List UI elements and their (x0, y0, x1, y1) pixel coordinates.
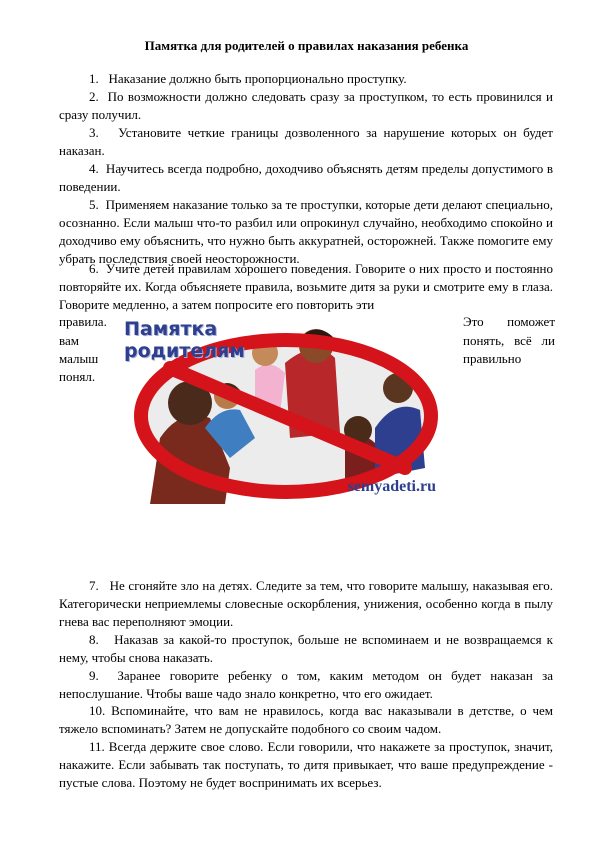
list-item-10: 10. Вспоминайте, что вам не нравилось, когда вас наказывали в детстве, о чем тяжело вспоминать? Затем не допускайте подобного со своим чадом. (59, 703, 553, 736)
item6-wrap-left-1: правила. (59, 314, 107, 329)
illustration-heading: Памятка родителям (124, 318, 245, 362)
list-item-2: 2. По возможности должно следовать сразу за проступком, то есть провинился и сразу получил. (59, 89, 553, 122)
list-item-3: 3. Установите четкие границы дозволенного за нарушение которых он будет наказан. (59, 125, 553, 158)
item6-wrap-left-2: вам (59, 333, 79, 348)
list-item-4: 4. Научитесь всегда подробно, доходчиво объяснять детям пределы допустимого в поведении. (59, 161, 553, 194)
illustration (120, 318, 452, 504)
list-item-5: 5. Применяем наказание только за те проступки, которые дети делают специально, осознанно. Если малыш что-то разбил или опрокинул случайно, необходимо спокойно и доходчиво ему объяснить, что нужно быть аккуратней, осторожней. Также помогите ему убрать последствия своей неосторожности. (59, 197, 553, 266)
item6-wrap-right-1: Это поможет (463, 314, 555, 329)
item6-wrap-right-2: понять, всё ли (463, 333, 555, 348)
list-item-9: 9. Заранее говорите ребенку о том, каким методом он будет наказан за непослушание. Чтобы ваше чадо знало конкретно, что его ожидает. (59, 668, 553, 701)
list-item-7: 7. Не сгоняйте зло на детях. Следите за тем, что говорите малышу, наказывая его. Категорически неприемлемы словесные оскорбления, унижения, особенно когда в пылу гнева вас переполняют эмоции. (59, 578, 553, 629)
item6-wrap-left-3: малыш (59, 351, 99, 366)
list-item-8: 8. Наказав за какой-то проступок, больше не вспоминаем и не возвращаемся к нему, чтобы снова наказать. (59, 632, 553, 665)
item6-wrap-left-4: понял. (59, 369, 96, 384)
list-item-11: 11. Всегда держите свое слово. Если говорили, что накажете за проступок, значит, накажите. Если забывать так поступать, то дитя привыкает, что ваше предупреждение - пустые слова. Поэтому не будет воспринимать их всерьез. (59, 739, 553, 790)
item6-wrap-right-3: правильно (463, 351, 522, 366)
list-item-1: 1. Наказание должно быть пропорционально проступку. (89, 71, 407, 86)
page-title: Памятка для родителей о правилах наказания ребенка (144, 38, 469, 53)
watermark: semyadeti.ru (347, 478, 436, 495)
list-item-6: 6. Учите детей правилам хорошего поведения. Говорите о них просто и постоянно повторяйте их. Когда объясняете правила, возьмите дитя за руки и смотрите ему в глаза. Говорите медленно, а затем попросите его повторить эти (59, 261, 553, 312)
